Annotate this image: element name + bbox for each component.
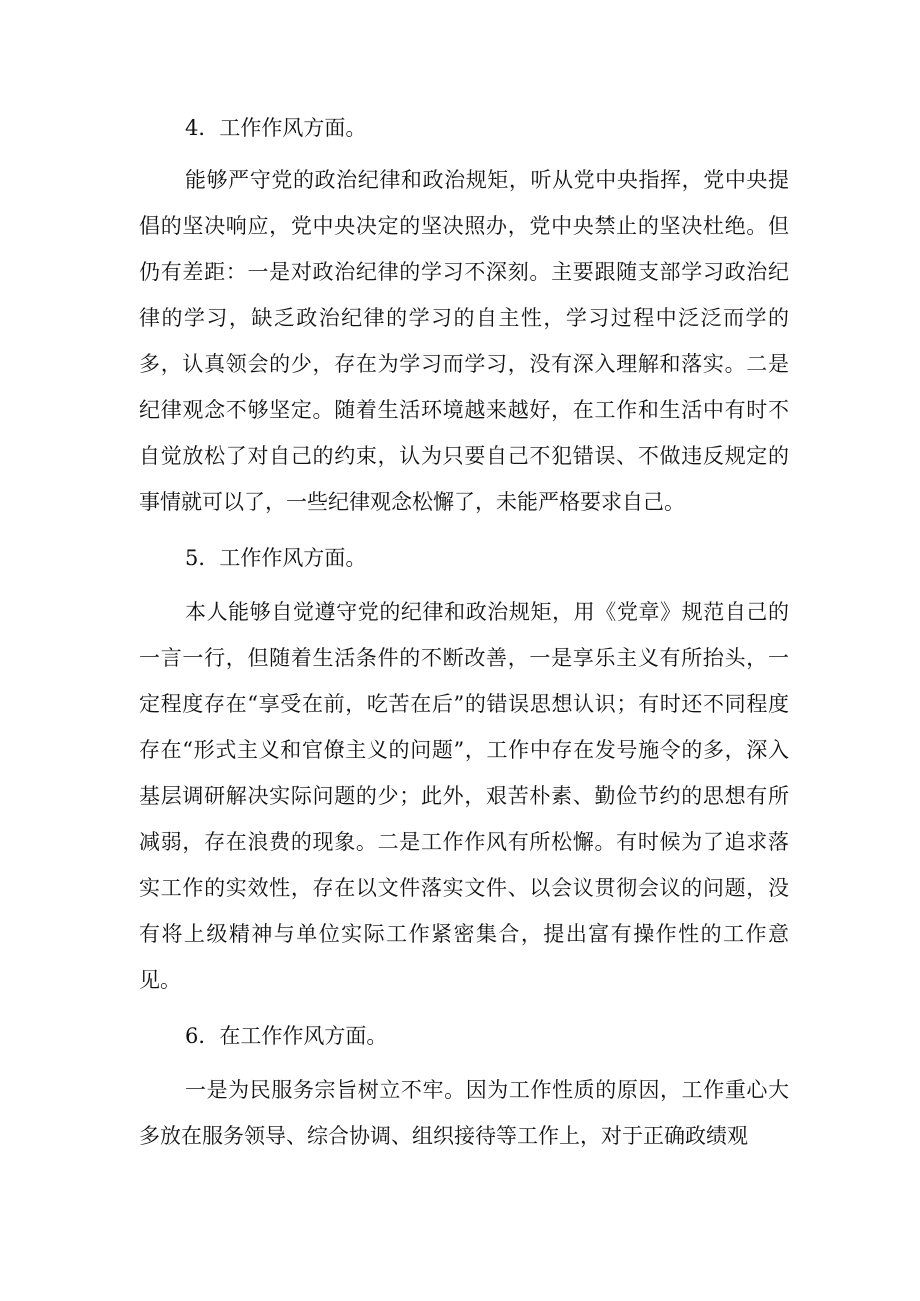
section-paragraph: 本人能够自觉遵守党的纪律和政治规矩，用《党章》规范自己的一言一行，但随着生活条件的不断改善，一是享乐主义有所抬头，一定程度存在“享受在前，吃苦在后”的错误思想认识；有时还不同程度存在“形式主义和官僚主义的问题”，工作中存在发号施令的多，深入基层调研解决实际问题的少；此外，艰苦朴素、勤俭节约的思想有所减弱，存在浪费的现象。二是工作作风有所松懈。有时候为了追求落实工作的实效性，存在以文件落实文件、以会议贯彻会议的问题，没有将上级精神与单位实际工作紧密集合，提出富有操作性的工作意见。 xyxy=(139,600,789,992)
section-heading: 4．工作作风方面。 xyxy=(185,116,367,140)
section-heading: 6．在工作作风方面。 xyxy=(185,1024,388,1048)
section-4 xyxy=(139,105,789,525)
document-body xyxy=(139,105,789,1169)
section-paragraph: 一是为民服务宗旨树立不牢。因为工作性质的原因，工作重心大多放在服务领导、综合协调、组织接待等工作上，对于正确政绩观 xyxy=(139,1078,789,1148)
section-5 xyxy=(139,535,789,1003)
section-6 xyxy=(139,1013,789,1159)
section-paragraph: 能够严守党的政治纪律和政治规矩，听从党中央指挥，党中央提倡的坚决响应，党中央决定的坚决照办，党中央禁止的坚决杜绝。但仍有差距：一是对政治纪律的学习不深刻。主要跟随支部学习政治纪律的学习，缺乏政治纪律的学习的自主性，学习过程中泛泛而学的多，认真领会的少，存在为学习而学习，没有深入理解和落实。二是纪律观念不够坚定。随着生活环境越来越好，在工作和生活中有时不自觉放松了对自己的约束，认为只要自己不犯错误、不做违反规定的事情就可以了，一些纪律观念松懈了，未能严格要求自己。 xyxy=(139,168,789,514)
section-heading: 5．工作作风方面。 xyxy=(185,546,367,570)
